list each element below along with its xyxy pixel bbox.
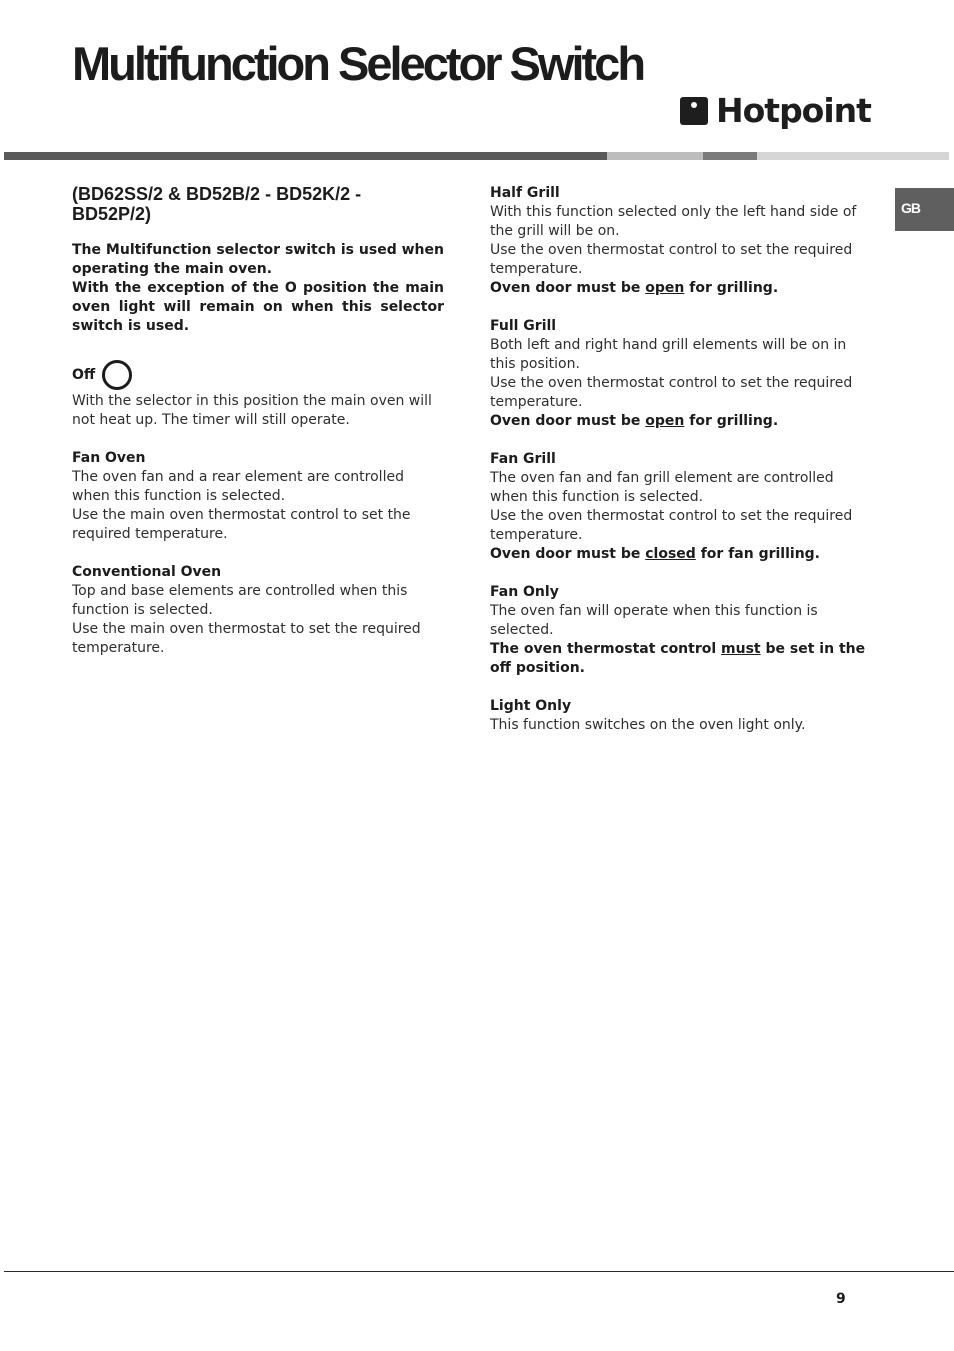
section-note: Oven door must be open for grilling. [490,280,779,296]
section-text: Use the oven thermostat control to set the required temperature. [490,375,853,410]
section-note: Oven door must be open for grilling. [490,413,779,429]
brand-name: Hotpoint [716,91,871,130]
section-title-fan-only: Fan Only [490,584,559,600]
section-fan-grill [490,450,866,564]
page-number: 9 [836,1291,846,1307]
section-note: Oven door must be closed for fan grilling. [490,546,820,562]
intro-paragraph: With the exception of the O position the main oven light will remain on when this selector switch is used. [72,280,444,334]
section-text: Use the main oven thermostat to set the required temperature. [72,621,421,656]
section-full-grill [490,317,866,431]
footer-rule [4,1271,954,1272]
model-heading: (BD62SS/2 & BD52B/2 - BD52K/2 - BD52P/2) [72,184,362,224]
right-column [490,184,866,754]
header-bar-segment [607,152,703,160]
off-circle-icon [102,360,132,390]
section-title-off: Off [72,366,96,383]
section-title-half-grill: Half Grill [490,185,560,201]
header-bar-segment [757,152,949,160]
section-text: Use the oven thermostat control to set the required temperature. [490,508,853,543]
section-title-fan-grill: Fan Grill [490,451,556,467]
hotpoint-logo-mark-icon [680,97,708,125]
header-bar-segment [4,152,607,160]
section-note: The oven thermostat control must be set in the off position. [490,641,866,676]
header-bar-segment [703,152,757,160]
brand-logo [680,92,871,130]
left-column [72,184,444,677]
section-text: With the selector in this position the main oven will not heat up. The timer will still operate. [72,393,432,428]
section-text: The oven fan and fan grill element are controlled when this function is selected. [490,470,834,505]
section-title-light-only: Light Only [490,698,572,714]
section-off [72,392,444,430]
section-text: Use the main oven thermostat control to set the required temperature. [72,507,411,542]
section-fan-only [490,583,866,678]
section-text: With this function selected only the left hand side of the grill will be on. [490,204,857,239]
section-title-full-grill: Full Grill [490,318,557,334]
section-text: The oven fan will operate when this function is selected. [490,603,818,638]
page-title: Multifunction Selector Switch [72,37,644,90]
language-tab: GB [895,188,954,231]
section-fan-oven [72,449,444,544]
section-text: Use the oven thermostat control to set the required temperature. [490,242,853,277]
intro-paragraph: The Multifunction selector switch is used when operating the main oven. [72,242,444,277]
section-title-conventional-oven: Conventional Oven [72,564,222,580]
section-text: This function switches on the oven light only. [490,717,806,733]
section-light-only [490,697,866,735]
section-text: The oven fan and a rear element are controlled when this function is selected. [72,469,404,504]
section-title-fan-oven: Fan Oven [72,450,146,466]
section-text: Top and base elements are controlled when this function is selected. [72,583,408,618]
section-conventional-oven [72,563,444,658]
off-heading [72,358,444,392]
section-half-grill [490,184,866,298]
section-text: Both left and right hand grill elements will be on in this position. [490,337,847,372]
